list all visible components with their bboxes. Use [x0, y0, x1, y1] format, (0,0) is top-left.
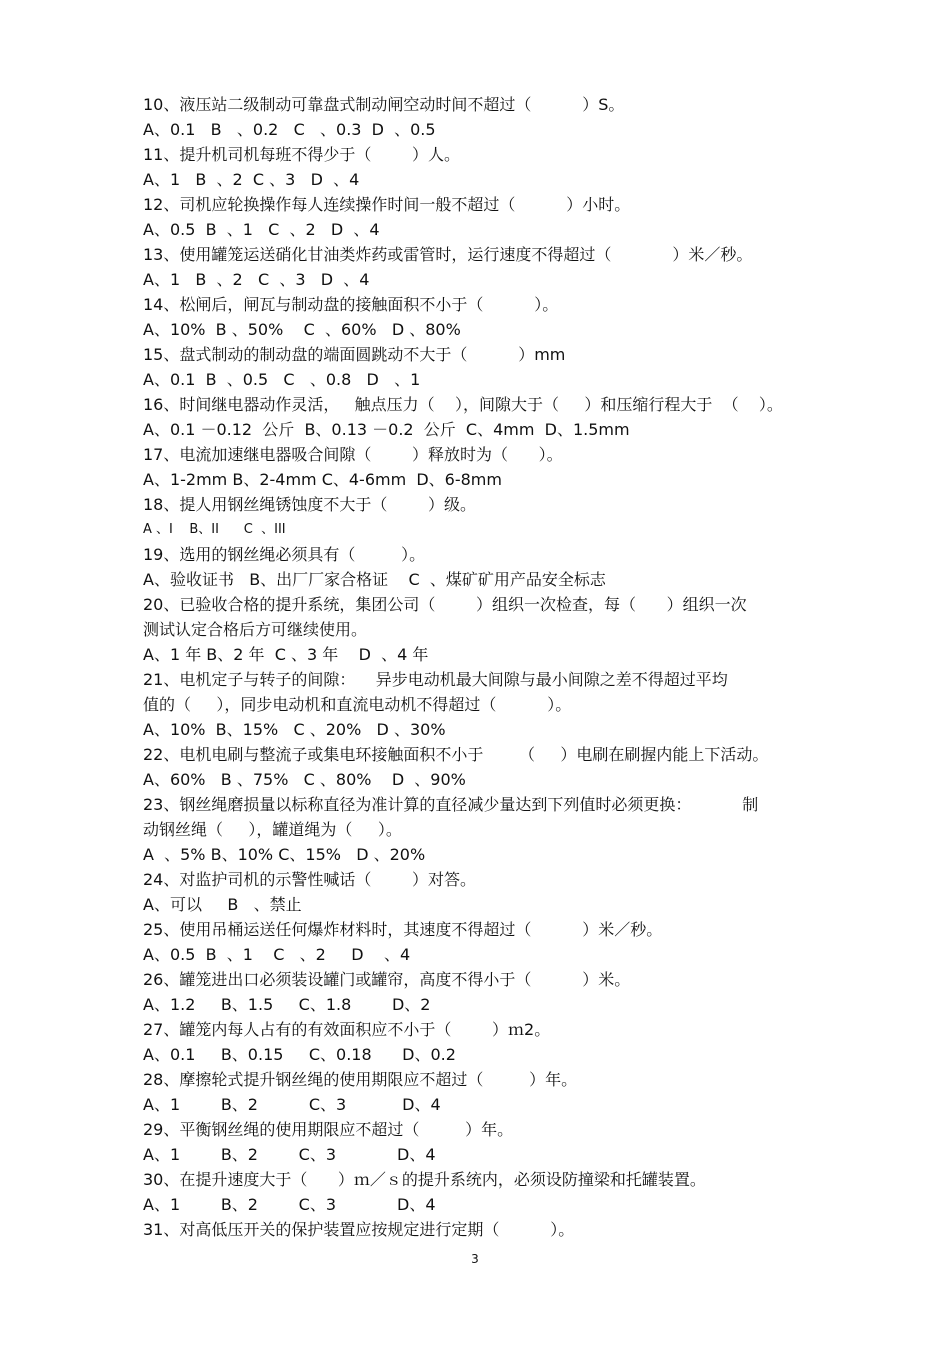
options-16: A、0.1 －0.12 公斤 B、0.13 －0.2 公斤 C、4mm D、1.5mm — [143, 420, 630, 439]
question-11: 11、提升机司机每班不得少于（ ）人。 — [143, 145, 461, 164]
options-10: A、0.1 B 、0.2 C 、0.3 D 、0.5 — [143, 120, 436, 139]
options-12: A、0.5 B 、1 C 、2 D 、4 — [143, 220, 380, 239]
options-19: A、验收证书 B、出厂厂家合格证 C 、煤矿矿用产品安全标志 — [143, 570, 606, 589]
options-25: A、0.5 B 、1 C 、2 D 、4 — [143, 945, 411, 964]
question-26: 26、罐笼进出口必须装设罐门或罐帘，高度不得小于（ ）米。 — [143, 970, 631, 989]
options-30: A、1 B、2 C、3 D、4 — [143, 1195, 436, 1214]
options-17: A、1-2mm B、2-4mm C、4-6mm D、6-8mm — [143, 470, 502, 489]
options-28: A、1 B、2 C、3 D、4 — [143, 1095, 441, 1114]
question-27: 27、罐笼内每人占有的有效面积应不小于（ ）ｍ2。 — [143, 1020, 551, 1039]
options-23: A 、5% B、10% C、15% D 、20% — [143, 845, 426, 864]
options-26: A、1.2 B、1.5 C、1.8 D、2 — [143, 995, 431, 1014]
question-20-continued: 测试认定合格后方可继续使用。 — [143, 620, 368, 639]
options-27: A、0.1 B、0.15 C、0.18 D、0.2 — [143, 1045, 456, 1064]
question-31: 31、对高低压开关的保护装置应按规定进行定期（ ）。 — [143, 1220, 575, 1239]
question-23: 23、钢丝绳磨损量以标称直径为准计算的直径减少量达到下列值时必须更换： 制 — [143, 795, 759, 814]
question-16: 16、时间继电器动作灵活， 触点压力（ ），间隙大于（ ）和压缩行程大于 （ ）。 — [143, 395, 783, 414]
question-19: 19、选用的钢丝绳必须具有（ ）。 — [143, 545, 426, 564]
options-14: A、10% B 、50% C 、60% D 、80% — [143, 320, 461, 339]
question-20: 20、已验收合格的提升系统，集团公司（ ）组织一次检查，每（ ）组织一次 — [143, 595, 747, 614]
question-28: 28、摩擦轮式提升钢丝绳的使用期限应不超过（ ）年。 — [143, 1070, 578, 1089]
options-29: A、1 B、2 C、3 D、4 — [143, 1145, 436, 1164]
options-21: A、10% B、15% C 、20% D 、30% — [143, 720, 446, 739]
question-list — [143, 92, 823, 1242]
question-17: 17、电流加速继电器吸合间隙（ ）释放时为（ ）。 — [143, 445, 563, 464]
question-22: 22、电机电刷与整流子或集电环接触面积不小于 （ ）电刷在刷握内能上下活动。 — [143, 745, 769, 764]
options-22: A、60% B 、75% C 、80% D 、90% — [143, 770, 466, 789]
options-18: A 、I B、II C 、III — [143, 522, 286, 537]
question-29: 29、平衡钢丝绳的使用期限应不超过（ ）年。 — [143, 1120, 514, 1139]
question-13: 13、使用罐笼运送硝化甘油类炸药或雷管时，运行速度不得超过（ ）米／秒。 — [143, 245, 753, 264]
question-21: 21、电机定子与转子的间隙： 异步电动机最大间隙与最小间隙之差不得超过平均 — [143, 670, 728, 689]
question-12: 12、司机应轮换操作每人连续操作时间一般不超过（ ）小时。 — [143, 195, 631, 214]
question-23-continued: 动钢丝绳（ ），罐道绳为（ ）。 — [143, 820, 402, 839]
options-11: A、1 B 、2 C 、3 D 、4 — [143, 170, 360, 189]
options-20: A、1 年 B、2 年 C 、3 年 D 、4 年 — [143, 645, 429, 664]
question-18: 18、提人用钢丝绳锈蚀度不大于（ ）级。 — [143, 495, 477, 514]
question-14: 14、松闸后，闸瓦与制动盘的接触面积不小于（ ）。 — [143, 295, 559, 314]
options-13: A、1 B 、2 C 、3 D 、4 — [143, 270, 370, 289]
question-21-continued: 值的（ ），同步电动机和直流电动机不得超过（ ）。 — [143, 695, 572, 714]
options-15: A、0.1 B 、0.5 C 、0.8 D 、1 — [143, 370, 421, 389]
options-24: A、可以 B 、禁止 — [143, 895, 302, 914]
page-number: 3 — [471, 1252, 479, 1266]
question-24: 24、对监护司机的示警性喊话（ ）对答。 — [143, 870, 477, 889]
question-25: 25、使用吊桶运送任何爆炸材料时，其速度不得超过（ ）米／秒。 — [143, 920, 663, 939]
question-10: 10、液压站二级制动可靠盘式制动闸空动时间不超过（ ）S。 — [143, 95, 625, 114]
question-15: 15、盘式制动的制动盘的端面圆跳动不大于（ ）mm — [143, 345, 566, 364]
question-30: 30、在提升速度大于（ ）ｍ／ｓ的提升系统内，必须设防撞梁和托罐装置。 — [143, 1170, 706, 1189]
